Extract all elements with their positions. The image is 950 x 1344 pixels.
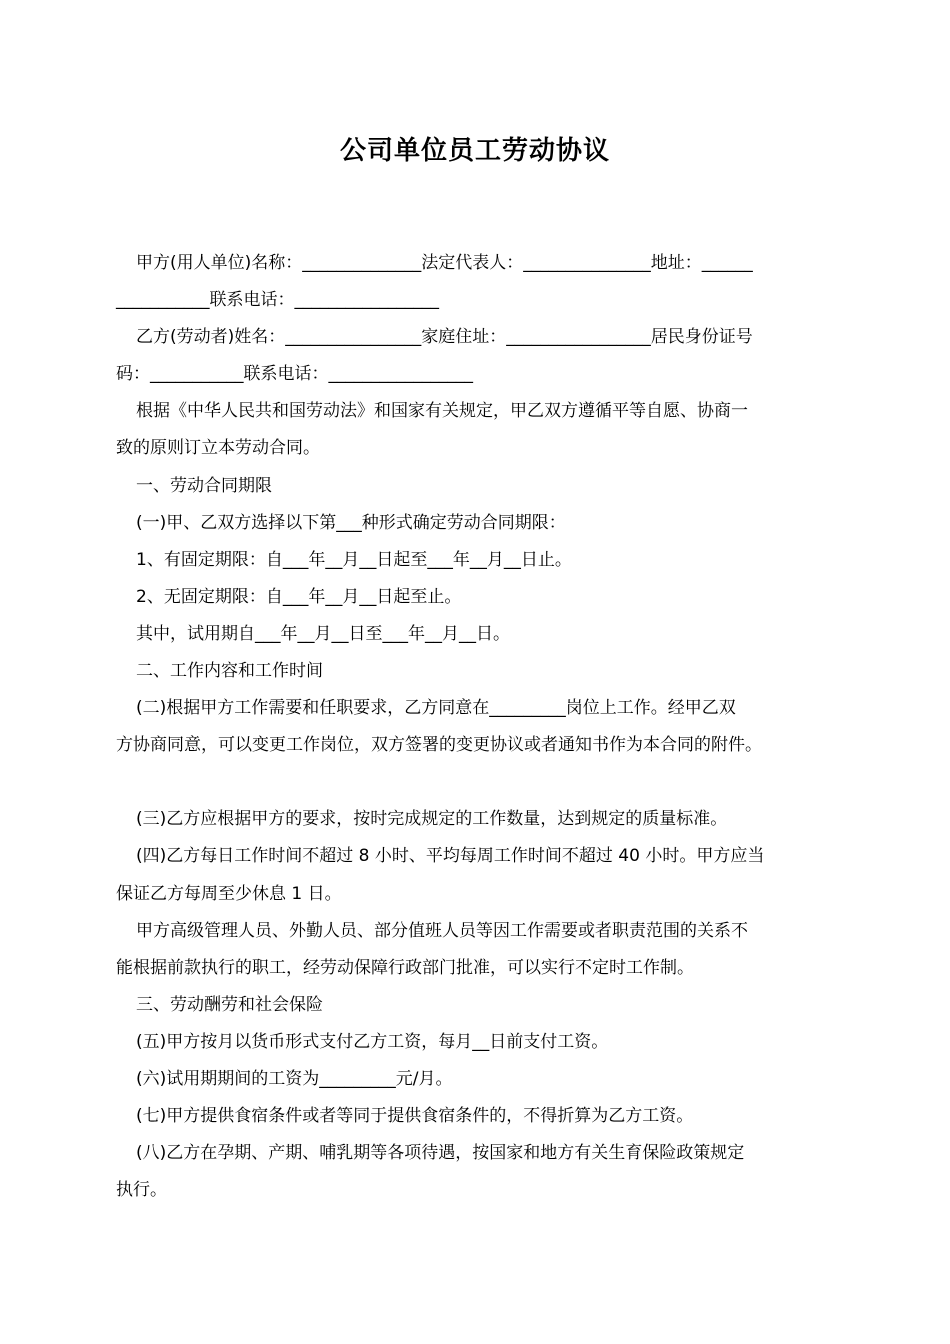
preamble-line-2: 致的原则订立本劳动合同。 (116, 438, 320, 459)
clause-2-line-1: (二)根据甲方工作需要和任职要求，乙方同意在_________岗位上工作。经甲乙双 (136, 698, 736, 719)
section-heading-pay: 三、劳动酬劳和社会保险 (136, 994, 323, 1015)
clause-4-line-1: (四)乙方每日工作时间不超过 8 小时、平均每周工作时间不超过 40 小时。甲方应当 (136, 846, 765, 867)
party-b-line-2: 码：___________联系电话：_________________ (116, 364, 473, 385)
clause-8-line-2: 执行。 (116, 1180, 167, 1201)
party-a-line-1: 甲方(用人单位)名称：______________法定代表人：_______________地址：______ (136, 253, 753, 273)
clause-1: (一)甲、乙双方选择以下第___种形式确定劳动合同期限： (136, 512, 566, 533)
flexible-hours-line-1: 甲方高级管理人员、外勤人员、部分值班人员等因工作需要或者职责范围的关系不 (136, 920, 748, 941)
probation-period: 其中，试用期自___年__月__日至___年__月__日。 (136, 623, 510, 644)
party-a-line-2: ___________联系电话：_________________ (116, 290, 439, 311)
clause-2-line-2: 方协商同意，可以变更工作岗位，双方签署的变更协议或者通知书作为本合同的附件。 (116, 735, 762, 756)
clause-8-line-1: (八)乙方在孕期、产期、哺乳期等各项待遇，按国家和地方有关生育保险政策规定 (136, 1143, 745, 1164)
flexible-hours-line-2: 能根据前款执行的职工，经劳动保障行政部门批准，可以实行不定时工作制。 (116, 957, 694, 978)
document-title: 公司单位员工劳动协议 (339, 136, 610, 166)
clause-7: (七)甲方提供食宿条件或者等同于提供食宿条件的，不得折算为乙方工资。 (136, 1106, 694, 1127)
clause-6: (六)试用期期间的工资为_________元/月。 (136, 1068, 453, 1089)
clause-5: (五)甲方按月以货币形式支付乙方工资，每月__日前支付工资。 (136, 1031, 609, 1052)
term-option-fixed: 1、有固定期限：自___年__月__日起至___年__月__日止。 (136, 549, 572, 570)
preamble-line-1: 根据《中华人民共和国劳动法》和国家有关规定，甲乙双方遵循平等自愿、协商一 (136, 401, 748, 422)
document-body (116, 245, 838, 1209)
term-option-open: 2、无固定期限：自___年__月__日起至止。 (136, 586, 462, 607)
clause-3: (三)乙方应根据甲方的要求，按时完成规定的工作数量，达到规定的质量标准。 (136, 809, 728, 830)
party-b-line-1: 乙方(劳动者)姓名：________________家庭住址：_________________居民身份证号 (136, 327, 753, 348)
clause-4-line-2: 保证乙方每周至少休息 1 日。 (116, 883, 342, 904)
blank-line (116, 764, 838, 801)
section-heading-work: 二、工作内容和工作时间 (136, 661, 323, 682)
section-heading-term: 一、劳动合同期限 (136, 475, 272, 496)
